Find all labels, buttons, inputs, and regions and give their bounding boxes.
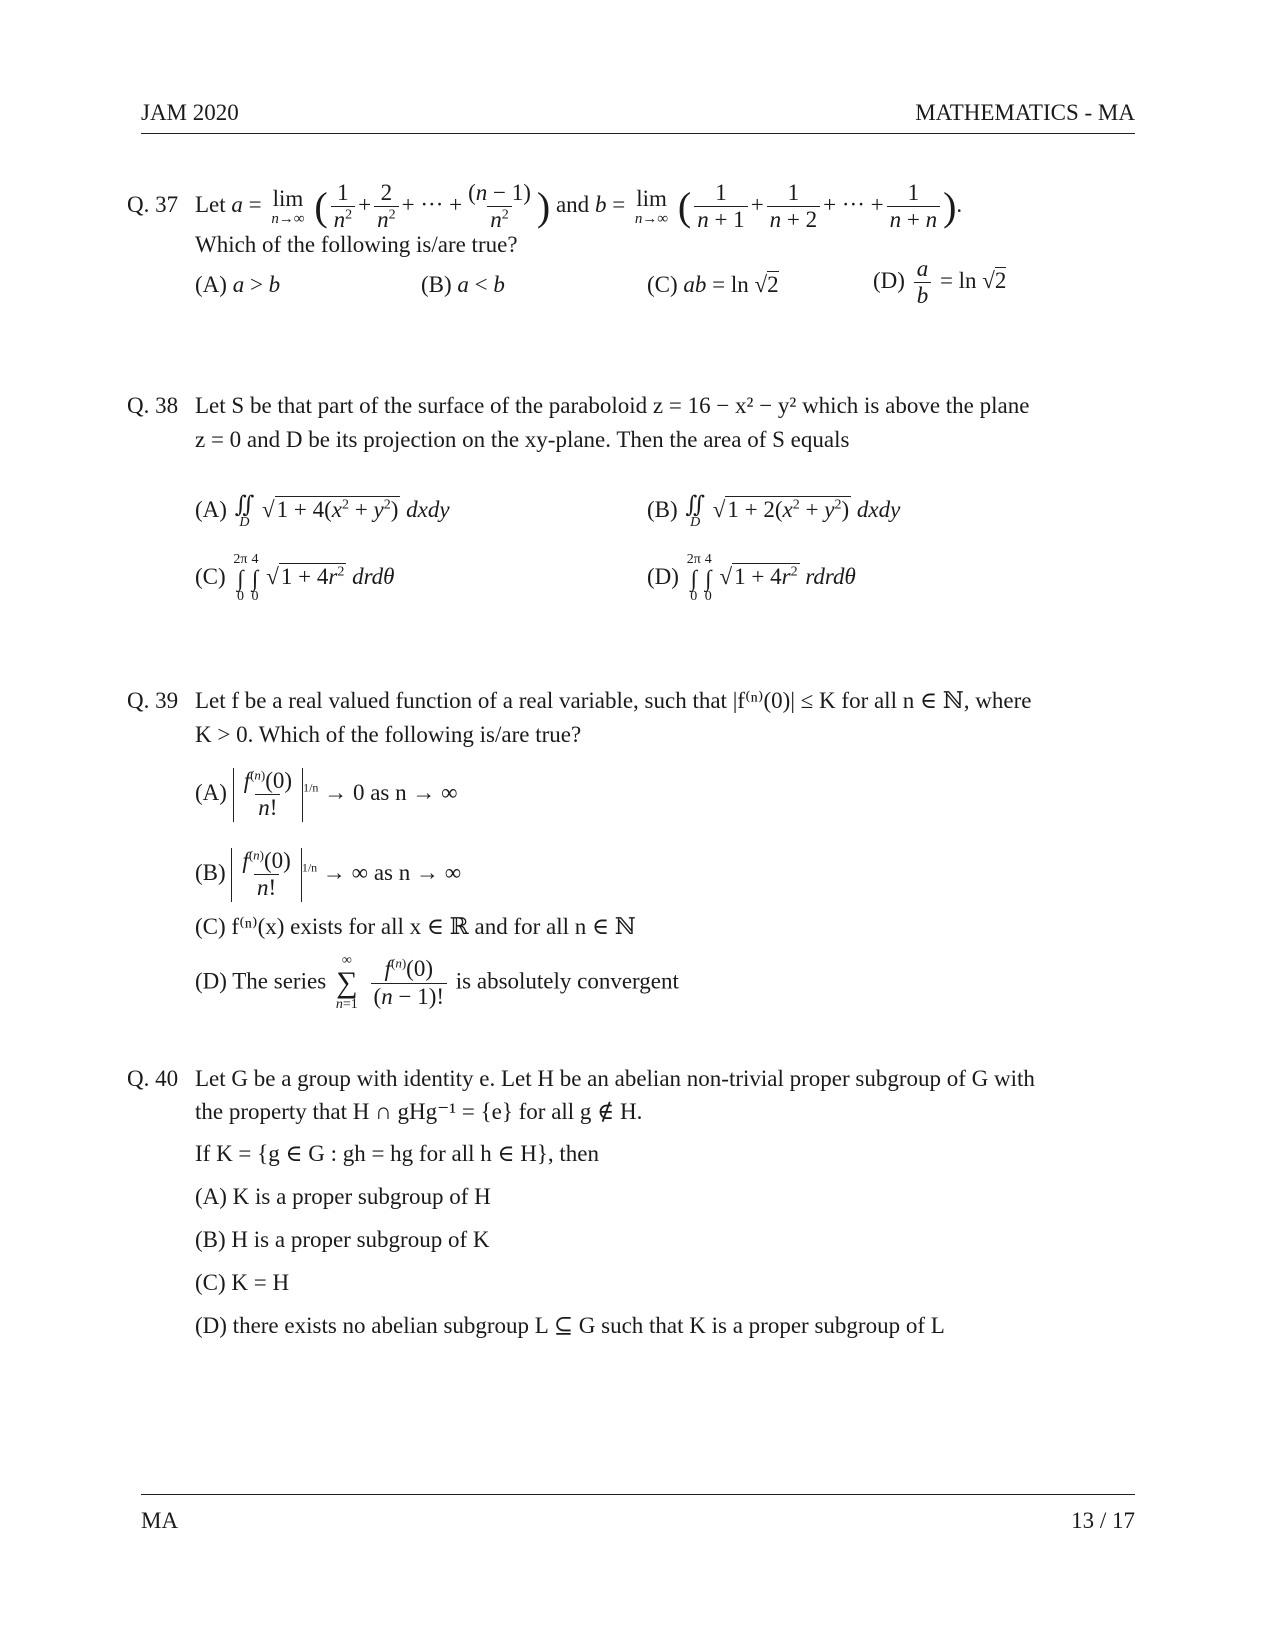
limit-operator: lim n→∞: [271, 186, 305, 228]
option-b: (B) ∬ D $√1 + 2(x^2 + y^2)$ dxdy: [647, 492, 901, 530]
option-b: (B) a < b: [421, 272, 505, 297]
header-left: JAM 2020: [141, 100, 239, 125]
option-a: (A) a > b: [195, 272, 281, 297]
question-number: Q. 39: [127, 688, 179, 713]
question-text-line: Let S be that part of the surface of the paraboloid z = 16 − x² − y² which is above the plane: [195, 393, 1030, 418]
option-c: (C) K = H: [195, 1270, 290, 1295]
option-c: (C) ab = ln √2: [647, 272, 779, 297]
option-c: (C) 2π ∫ 0 4 ∫ 0 $√1 + 4r^2$ drdθ: [195, 552, 395, 604]
question-39: [127, 688, 1137, 1028]
question-text-line: the property that H ∩ gHg⁻¹ = {e} for all g ∉ H.: [195, 1099, 643, 1124]
question-number: Q. 40: [127, 1066, 179, 1091]
option-b: (B) H is a proper subgroup of K: [195, 1227, 490, 1252]
question-38: [127, 393, 1137, 623]
question-number: Q. 38: [127, 393, 179, 418]
question-text-line: Let a = lim n→∞ ( $\frac{1}{n^2}$ + $\frac{2}{n^2}$ + ··· + $\frac{(n - 1)}{n^2}$ ) and b = lim n→∞ ( $\frac{1}{n + 1}$ + $\frac{1}{n + 2}$ + ··· + $\frac{1}{n + n}$ ).: [195, 180, 963, 233]
question-text-line: Let G be a group with identity e. Let H be an abelian non-trivial proper subgroup of G with: [195, 1066, 1035, 1091]
footer-rule: [141, 1494, 1135, 1495]
option-a: (A) K is a proper subgroup of H: [195, 1184, 491, 1209]
option-b: (B) $\frac{f^{(n)}(0)}{n!}$ $^{1/n}$ → ∞ as n → ∞: [195, 847, 462, 901]
option-d: (D) 2π ∫ 0 4 ∫ 0 $√1 + 4r^2$ rdrdθ: [647, 552, 856, 604]
option-c: (C) f⁽ⁿ⁾(x) exists for all x ∈ ℝ and for all n ∈ ℕ: [195, 914, 636, 939]
question-text-line: If K = {g ∈ G : gh = hg for all h ∈ H}, then: [195, 1141, 600, 1166]
footer-left: MA: [141, 1508, 179, 1533]
question-40: [127, 1066, 1137, 1356]
question-37: [127, 180, 1137, 340]
question-text-line: Let f be a real valued function of a real variable, such that |f⁽ⁿ⁾(0)| ≤ K for all n ∈ ℕ, where: [195, 688, 1032, 713]
page-number: 13 / 17: [1071, 1508, 1135, 1533]
option-a: (A) ∬ D $√1 + 4(x^2 + y^2)$ dxdy: [195, 492, 450, 530]
question-text-line: Which of the following is/are true?: [195, 232, 518, 257]
option-a: (A) $\frac{f^{(n)}(0)}{n!}$ $^{1/n}$ → 0 as n → ∞: [195, 767, 458, 821]
question-text-line: z = 0 and D be its projection on the xy-plane. Then the area of S equals: [195, 427, 850, 452]
header-rule: [141, 133, 1135, 134]
option-d: (D) $\frac{a}{b}$ = ln √2: [873, 256, 1007, 309]
question-number: Q. 37: [127, 192, 179, 217]
option-d: (D) there exists no abelian subgroup L ⊆ G such that K is a proper subgroup of L: [195, 1313, 945, 1338]
option-d: (D) The series ∞ ∑ n=1 $\frac{f^{(n)}(0)}{(n - 1)!}$ is absolutely convergent: [195, 953, 679, 1012]
question-text-line: K > 0. Which of the following is/are true?: [195, 722, 582, 747]
header-right: MATHEMATICS - MA: [915, 100, 1135, 125]
